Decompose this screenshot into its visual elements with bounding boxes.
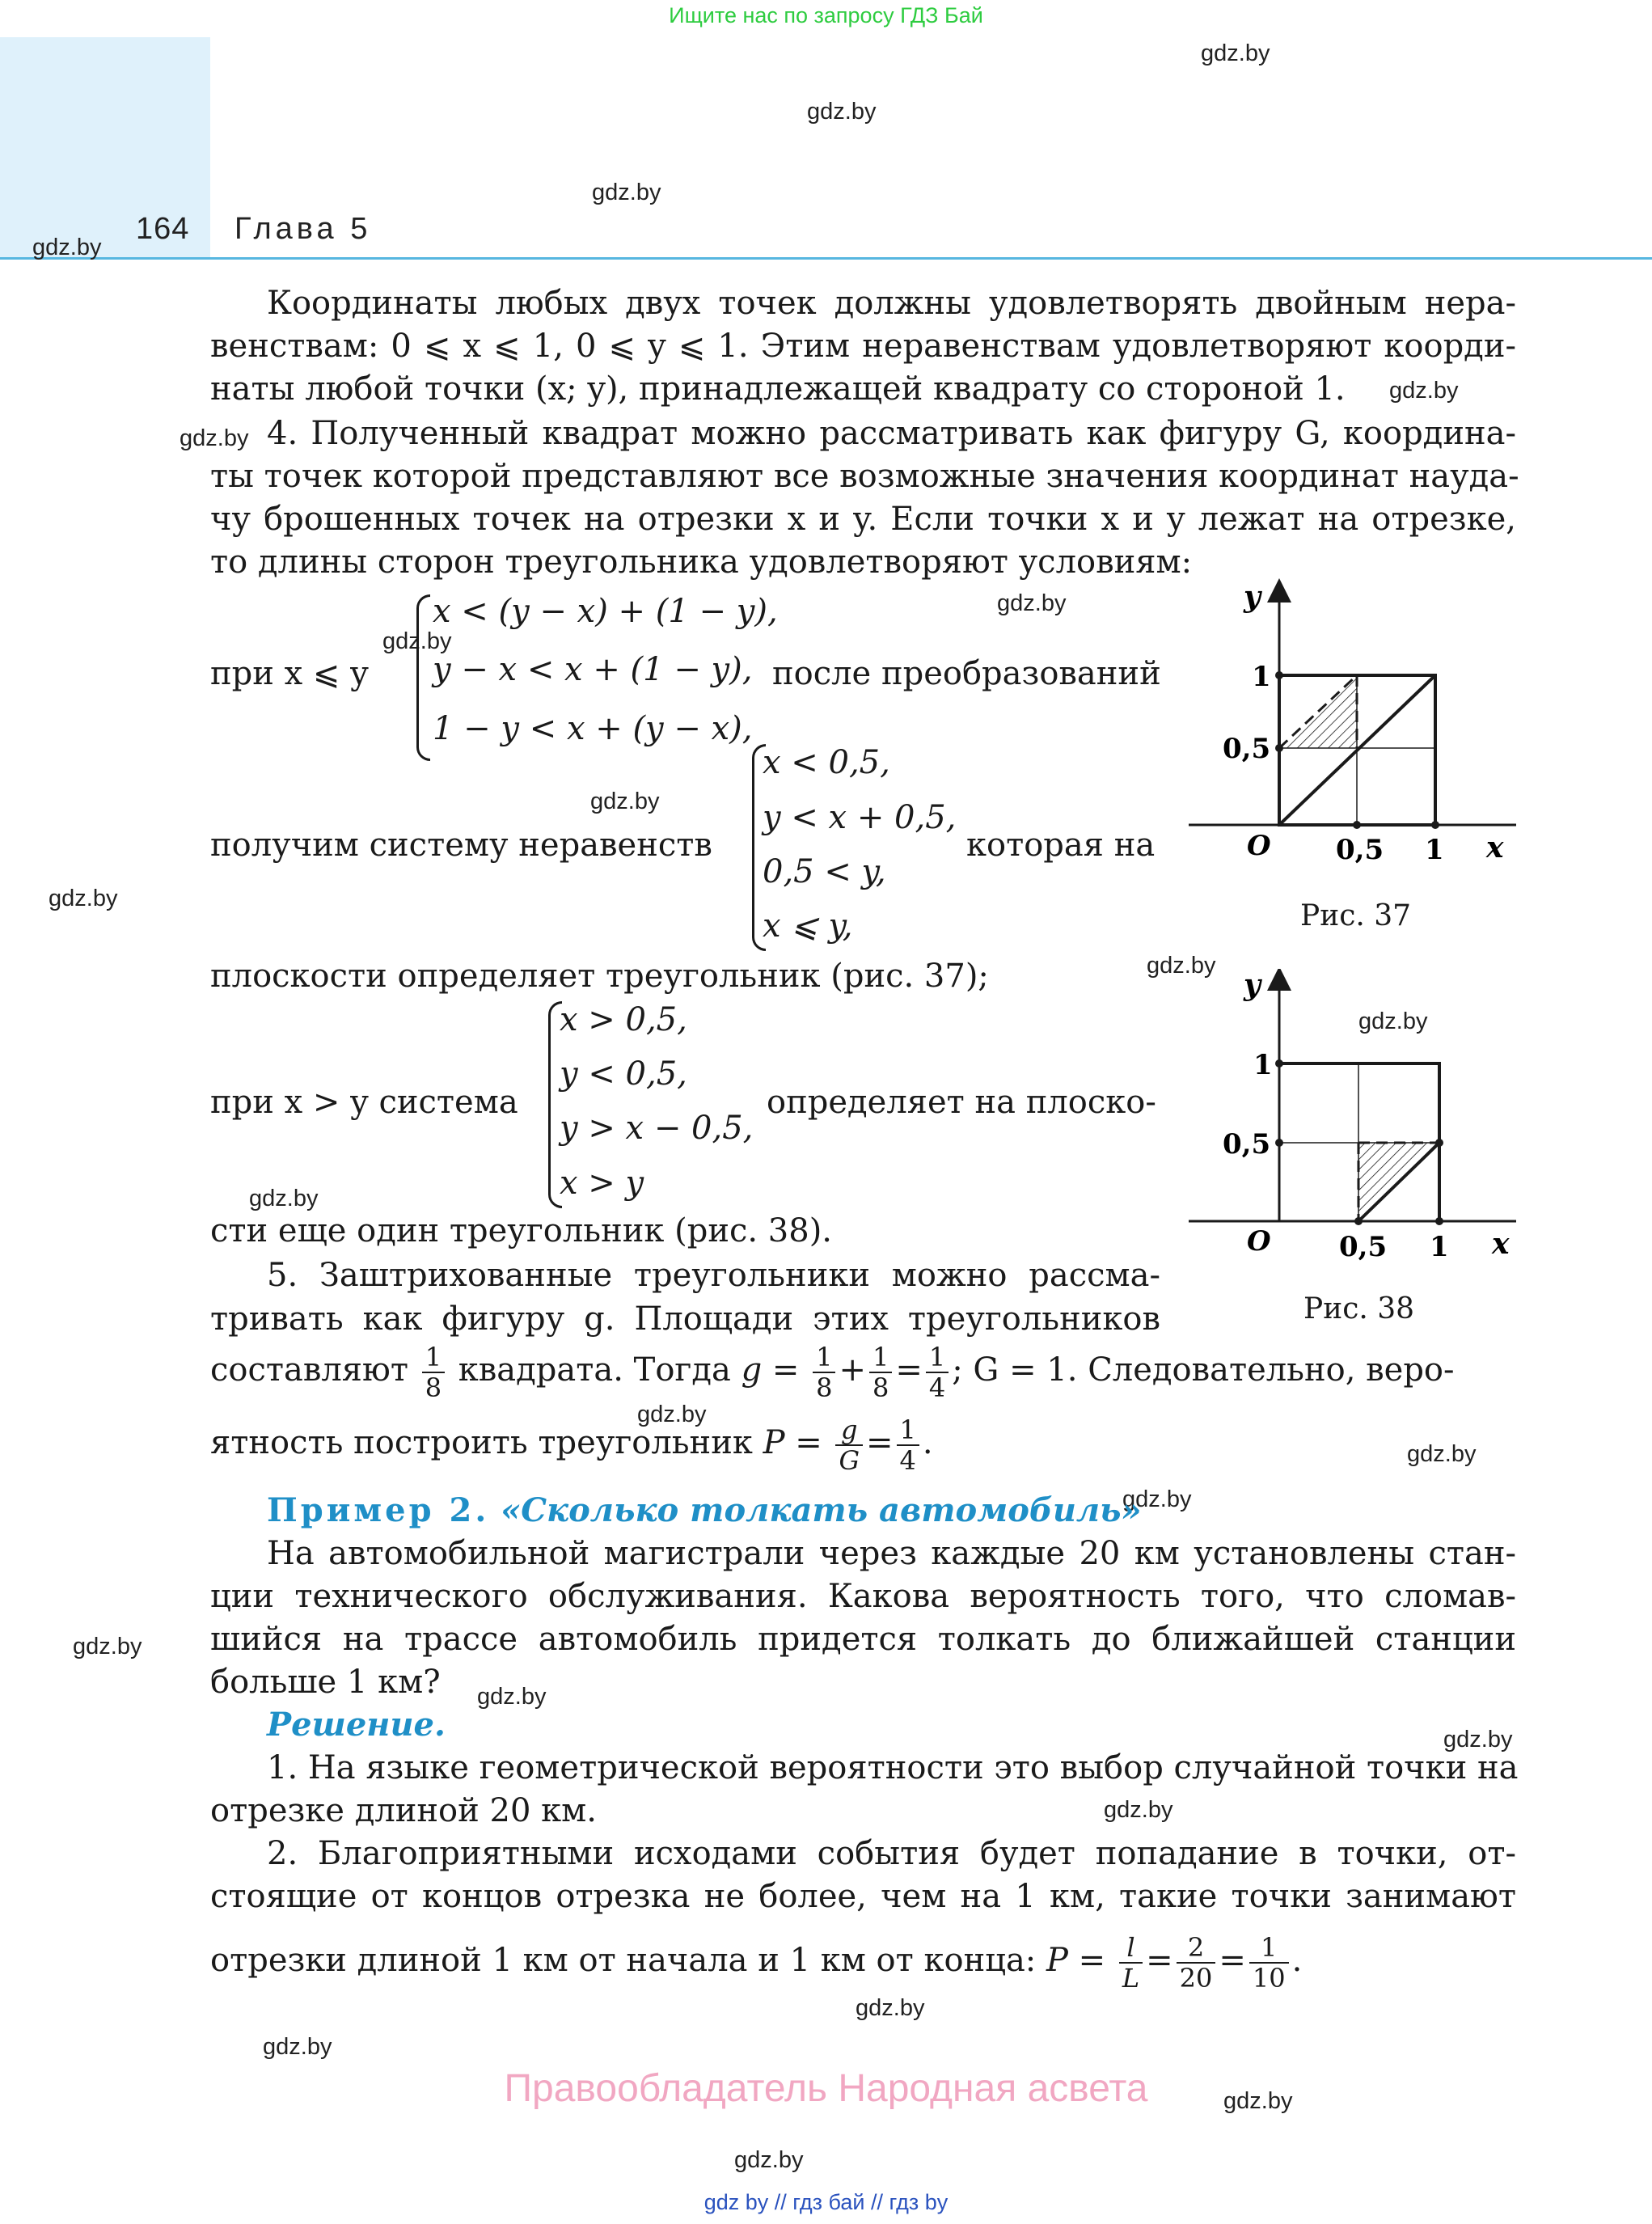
fraction: $\frac{1}{4}$	[926, 1342, 949, 1402]
system-row: x > 0,5,	[560, 1001, 687, 1038]
fraction: $\frac{1}{8}$	[422, 1342, 445, 1402]
tick-label: 1	[1253, 1049, 1273, 1081]
watermark: gdz.by	[1122, 1486, 1192, 1512]
fraction: $\frac{1}{4}$	[897, 1415, 919, 1475]
watermark: gdz.by	[1389, 378, 1459, 404]
watermark: gdz.by	[807, 99, 877, 125]
text-line: наты любой точки (x; y), принадлежащей квадрату со стороной 1.	[210, 370, 1346, 408]
watermark: gdz.by	[180, 425, 249, 451]
watermark: gdz.by	[249, 1186, 319, 1211]
text-line: венствам: 0 ⩽ x ⩽ 1, 0 ⩽ y ⩽ 1. Этим неравенствам удовлетворяют коорди-	[210, 328, 1516, 365]
system-row: y > x − 0,5,	[560, 1110, 754, 1147]
text-line: шийся на трассе автомобиль придется толкать до ближайшей станции	[210, 1621, 1516, 1658]
system-suffix: после преобразований	[772, 655, 1161, 692]
text-line: 5. Заштрихованные треугольники можно рассма-	[267, 1257, 1160, 1294]
watermark: gdz.by	[1223, 2088, 1293, 2114]
bottom-links[interactable]: gdz by // гдз бай // гдз by	[703, 2190, 949, 2214]
watermark: gdz.by	[73, 1634, 142, 1660]
y-label: y	[1244, 580, 1261, 614]
fraction: $\frac{1}{8}$	[869, 1342, 892, 1402]
text-line: тривать как фигуру g. Площади этих треугольников	[210, 1300, 1160, 1338]
system-row: 1 − y < x + (y − x),	[433, 710, 753, 747]
watermark: gdz.by	[1358, 1008, 1428, 1034]
text-line: ции технического обслуживания. Какова вероятность того, что сломав-	[210, 1578, 1516, 1615]
header-rule	[0, 257, 1652, 260]
system-row: y < 0,5,	[560, 1055, 687, 1093]
system-row: x < 0,5,	[763, 744, 890, 781]
tick-label: 1	[1430, 1231, 1449, 1263]
example-heading: Пример 2. «Сколько толкать автомобиль»	[267, 1491, 1142, 1529]
system-row: 0,5 < y,	[763, 853, 886, 890]
figure-caption: Рис. 37	[1300, 899, 1412, 932]
text-line: Координаты любых двух точек должны удовлетворять двойным нера-	[267, 285, 1516, 322]
watermark: gdz.by	[590, 789, 660, 814]
formula-line: отрезки длиной 1 км от начала и 1 км от конца: P = $\frac{l}{L}$ = $\frac{2}{20}$ = $\frac{1}{10}$ .	[210, 1932, 1303, 1994]
watermark: gdz.by	[1407, 1441, 1477, 1467]
text-line: плоскости определяет треугольник (рис. 37);	[210, 958, 989, 995]
y-label: y	[1244, 969, 1261, 1002]
tick-label: 0,5	[1223, 733, 1271, 765]
tick-label: 0,5	[1223, 1128, 1271, 1161]
watermark: gdz.by	[1443, 1727, 1513, 1753]
x-label: x	[1492, 1227, 1510, 1261]
watermark: gdz.by	[49, 886, 118, 911]
system-row: x < (y − x) + (1 − y),	[433, 593, 778, 630]
copyright-footer: Правообладатель Народная асвета	[504, 2067, 1148, 2110]
text-line: чу брошенных точек на отрезки x и y. Если точки x и y лежат на отрезке,	[210, 501, 1516, 538]
system-row: x > y	[560, 1165, 644, 1202]
system-brace	[416, 594, 430, 761]
origin-label: O	[1247, 1225, 1271, 1258]
figure-37	[1189, 578, 1528, 886]
watermark: gdz.by	[637, 1402, 707, 1427]
figure-38	[1189, 969, 1528, 1276]
chapter-title: Глава 5	[234, 212, 372, 246]
text-line: 4. Полученный квадрат можно рассматривать как фигуру G, координа-	[267, 415, 1516, 452]
text-line: сти еще один треугольник (рис. 38).	[210, 1212, 833, 1249]
text-line: 1. На языке геометрической вероятности это выбор случайной точки на	[267, 1749, 1519, 1786]
text-line: больше 1 км?	[210, 1664, 441, 1701]
text-line: ты точек которой представляют все возможные значения координат науда-	[210, 458, 1519, 495]
top-banner[interactable]: Ищите нас по запросу ГДЗ Бай	[669, 3, 983, 27]
text-line: то длины сторон треугольника удовлетворяют условиям:	[210, 543, 1193, 581]
tick-label: 0,5	[1339, 1231, 1388, 1263]
watermark: gdz.by	[1147, 953, 1216, 979]
fraction: $\frac{1}{8}$	[813, 1342, 835, 1402]
text-line: 2. Благоприятными исходами события будет попадание в точки, от-	[267, 1835, 1516, 1872]
formula-line: составляют $\frac{1}{8}$ квадрата. Тогда g = $\frac{1}{8}$ + $\frac{1}{8}$ = $\frac{1}{4}$ ; G = 1. Следовательно, веро-	[210, 1342, 1455, 1403]
origin-label: O	[1247, 830, 1271, 862]
watermark: gdz.by	[32, 235, 102, 260]
watermark: gdz.by	[592, 180, 661, 205]
system-prefix: при x ⩽ y	[210, 655, 369, 692]
system-suffix: которая на	[966, 827, 1156, 864]
watermark: gdz.by	[1104, 1797, 1173, 1823]
watermark: gdz.by	[997, 590, 1067, 616]
fraction: $\frac{l}{L}$	[1119, 1933, 1143, 1993]
system-row: y − x < x + (1 − y),	[433, 651, 753, 688]
page-number: 164	[136, 212, 190, 246]
watermark: gdz.by	[734, 2147, 804, 2173]
watermark: gdz.by	[856, 1995, 925, 2021]
fraction: $\frac{1}{10}$	[1249, 1933, 1289, 1993]
x-label: x	[1486, 831, 1504, 865]
watermark: gdz.by	[382, 628, 452, 654]
text-line: На автомобильной магистрали через каждые 20 км установлены стан-	[267, 1535, 1516, 1572]
watermark: gdz.by	[263, 2034, 332, 2060]
text-line: стоящие от концов отрезка не более, чем на 1 км, такие точки занимают	[210, 1878, 1516, 1915]
tick-label: 0,5	[1336, 834, 1384, 866]
tick-label: 1	[1252, 661, 1271, 693]
system-prefix: получим систему неравенств	[210, 827, 712, 864]
system-row: y < x + 0,5,	[763, 799, 957, 836]
text-line: отрезке длиной 20 км.	[210, 1792, 597, 1829]
system-suffix: определяет на плоско-	[767, 1084, 1156, 1121]
tick-label: 1	[1425, 834, 1444, 866]
fraction: $\frac{g}{G}$	[835, 1415, 863, 1475]
watermark: gdz.by	[1201, 40, 1270, 66]
watermark: gdz.by	[477, 1684, 547, 1710]
system-row: x ⩽ y,	[763, 907, 853, 945]
fraction: $\frac{2}{20}$	[1177, 1933, 1216, 1993]
formula-line: ятность построить треугольник P = $\frac{g}{G}$ = $\frac{1}{4}$ .	[210, 1414, 933, 1476]
solution-heading: Решение.	[267, 1706, 446, 1744]
figure-caption: Рис. 38	[1303, 1292, 1415, 1326]
system-prefix: при x > y система	[210, 1084, 518, 1121]
